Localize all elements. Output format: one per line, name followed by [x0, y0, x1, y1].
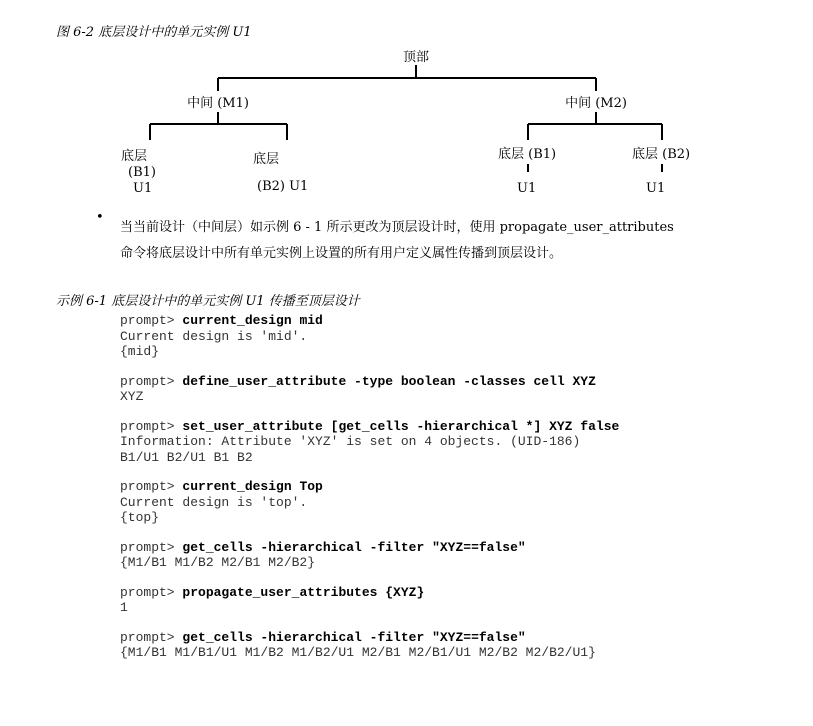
- paragraph-line-1: 当当前设计（中间层）如示例 6 - 1 所示更改为顶层设计时，使用 propagate_user_attributes: [120, 220, 674, 235]
- command-line: [120, 419, 800, 435]
- code-block: [120, 540, 800, 571]
- code-block: [120, 419, 800, 466]
- example-caption: 示例 6-1 底层设计中的单元实例 U1 传播至顶层设计: [56, 294, 360, 309]
- left-b1-line3: U1: [133, 181, 153, 196]
- code-block: [120, 630, 800, 661]
- output-line: {M1/B1 M1/B2 M2/B1 M2/B2}: [120, 555, 316, 570]
- left-b1-line2: (B1): [128, 165, 156, 180]
- command-text: get_cells -hierarchical -filter "XYZ==false": [182, 539, 526, 555]
- prompt-text: prompt>: [120, 479, 183, 494]
- code-listing: [120, 313, 800, 675]
- right-b2-u1-label: U1: [646, 181, 666, 196]
- command-text: set_user_attribute [get_cells -hierarchical *] XYZ false: [182, 418, 620, 434]
- command-text: propagate_user_attributes {XYZ}: [182, 584, 425, 600]
- output-line: XYZ: [120, 389, 144, 404]
- output-line: B1/U1 B2/U1 B1 B2: [120, 449, 253, 465]
- code-block: [120, 374, 800, 405]
- code-block: [120, 313, 800, 360]
- prompt-text: prompt>: [120, 539, 183, 555]
- left-b2-u1-label: (B2) U1: [257, 179, 309, 194]
- figure-caption: 图 6-2 底层设计中的单元实例 U1: [56, 25, 252, 40]
- left-b1-line1: 底层: [121, 149, 148, 164]
- command-text: current_design mid: [182, 313, 323, 328]
- command-line: [120, 540, 800, 556]
- right-b1-u1-label: U1: [517, 181, 537, 196]
- output-line: Current design is 'mid'.: [120, 328, 308, 344]
- command-text: get_cells -hierarchical -filter "XYZ==false": [182, 629, 526, 645]
- mid-right-label: 中间 (M2): [565, 96, 627, 111]
- prompt-text: prompt>: [120, 584, 183, 600]
- command-line: [120, 313, 800, 329]
- output-line: Current design is 'top'.: [120, 494, 308, 510]
- code-block: [120, 479, 800, 526]
- mid-left-label: 中间 (M1): [187, 96, 249, 111]
- command-text: define_user_attribute -type boolean -classes cell XYZ: [182, 373, 596, 389]
- command-text: current_design Top: [182, 479, 323, 494]
- command-line: [120, 585, 800, 601]
- left-b2-label: 底层: [253, 152, 280, 167]
- output-line: 1: [120, 600, 128, 615]
- command-line: [120, 479, 800, 495]
- output-line: {top}: [120, 510, 160, 525]
- right-b2-label: 底层 (B2): [632, 147, 691, 162]
- output-line: {M1/B1 M1/B1/U1 M1/B2 M1/B2/U1 M2/B1 M2/B1/U1 M2/B2 M2/B2/U1}: [120, 645, 596, 660]
- right-b1-label: 底层 (B1): [498, 147, 557, 162]
- code-block: [120, 585, 800, 616]
- command-line: [120, 630, 800, 646]
- prompt-text: prompt>: [120, 629, 183, 645]
- prompt-text: prompt>: [120, 373, 183, 389]
- output-line: {mid}: [120, 344, 160, 359]
- paragraph-line-2: 命令将底层设计中所有单元实例上设置的所有用户定义属性传播到顶层设计。: [120, 246, 563, 261]
- hierarchy-diagram: [0, 0, 813, 210]
- prompt-text: prompt>: [120, 313, 183, 328]
- prompt-text: prompt>: [120, 418, 183, 434]
- bullet-point: •: [96, 210, 104, 225]
- root-label: 顶部: [402, 50, 430, 65]
- command-line: [120, 374, 800, 390]
- output-line: Information: Attribute 'XYZ' is set on 4 objects. (UID-186): [120, 434, 581, 449]
